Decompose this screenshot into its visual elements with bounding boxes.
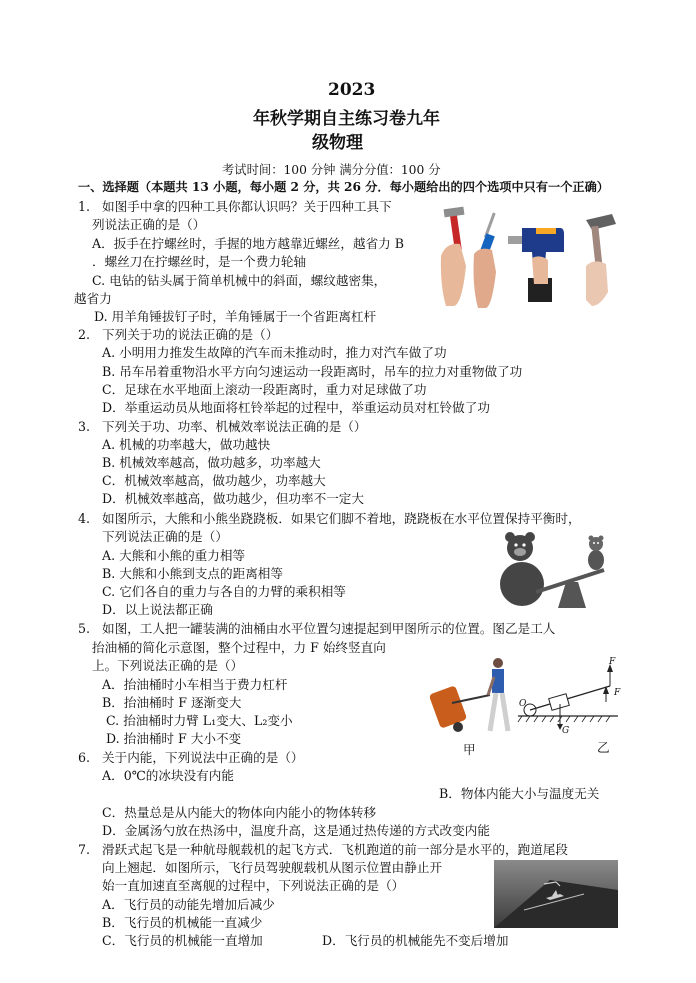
q5-option-b: B．抬油桶时 F 逐渐变大 [102, 695, 242, 710]
q7-stem-cont: 向上翘起．如图所示，飞行员驾驶舰载机从图示位置由静止开 [102, 860, 443, 875]
q6-option-d: D．金属汤勺放在热汤中，温度升高，这是通过热传递的方式改变内能 [102, 823, 490, 838]
force-label-F: F [609, 657, 616, 667]
q1-option-c: C. 电钻的钻头属于简单机械中的斜面，螺纹越密集， [92, 273, 387, 288]
q1-option-d: D. 用羊角锤拔钉子时，羊角锤属于一个省距离杠杆 [94, 309, 377, 324]
q3-stem: 下列关于功、功率、机械效率说法正确的是（） [102, 419, 367, 434]
q1-number: 1. [78, 199, 91, 214]
tools-figure [436, 206, 622, 310]
q4-option-b: B. 大熊和小熊到支点的距离相等 [102, 566, 283, 581]
q5-number: 5. [78, 621, 91, 636]
fig-label-jia: 甲 [463, 742, 476, 757]
drill-icon [508, 228, 564, 302]
small-bear-icon [588, 536, 604, 571]
gravity-label-G: G [562, 726, 570, 736]
q2-number: 2. [78, 327, 91, 342]
seesaw-figure [496, 530, 618, 612]
q4-option-d: D．以上说法都正确 [102, 602, 213, 617]
q7-option-a: A．飞行员的动能先增加后减少 [102, 897, 275, 912]
q4-stem-cont: 下列说法正确的是（） [102, 529, 228, 544]
q7-number: 7. [78, 842, 91, 857]
q2-option-b: B. 吊车吊着重物沿水平方向匀速运动一段距离时，吊车的拉力对重物做了功 [102, 364, 523, 379]
page-title-cont: 级物理 [312, 133, 363, 153]
q6-option-c: C．热量总是从内能大的物体向内能小的物体转移 [102, 805, 377, 820]
aircraft-carrier-photo [494, 860, 618, 928]
q5-option-c: C. 抬油桶时力臂 L₁变大、L₂变小 [106, 713, 293, 728]
section-heading: 一、选择题（本题共 13 小题，每小题 2 分，共 26 分．每小题给出的四个选项中只有一个正确） [78, 180, 609, 194]
screwdriver-icon [474, 213, 497, 308]
pivot-icon [558, 582, 586, 608]
q4-number: 4. [78, 511, 91, 526]
fig-label-yi: 乙 [597, 740, 610, 755]
q1-stem-cont: 列说法正确的是（） [92, 217, 206, 232]
big-bear-icon [500, 532, 544, 606]
q6-option-b: B．物体内能大小与温度无关 [439, 786, 600, 801]
q7-option-d: D．飞行员的机械能先不变后增加 [322, 933, 509, 948]
wrench-icon [441, 207, 466, 306]
q4-stem: 如图所示，大熊和小熊坐跷跷板．如果它们脚不着地，跷跷板在水平位置保持平衡时， [102, 511, 581, 526]
q3-number: 3. [78, 419, 91, 434]
q1-stem: 如图手中拿的四种工具你都认识吗？关于四种工具下 [102, 199, 392, 214]
worker-icon [488, 658, 508, 731]
q2-option-c: C．足球在水平地面上滚动一段距离时，重力对足球做了功 [102, 382, 427, 397]
q5-option-d: D. 抬油桶时 F 大小不变 [106, 731, 242, 746]
oil-drum-icon [429, 685, 468, 732]
q7-option-c: C．飞行员的机械能一直增加 [102, 933, 263, 948]
q3-option-a: A. 机械的功率越大，做功越快 [102, 437, 271, 452]
q2-option-d: D．举重运动员从地面将杠铃举起的过程中，举重运动员对杠铃做了功 [102, 400, 490, 415]
q3-option-c: C．机械效率越高，做功越少，功率越大 [102, 473, 326, 488]
q1-option-c-cont: 越省力 [74, 291, 112, 306]
q7-option-b: B．飞行员的机械能一直减少 [102, 915, 263, 930]
q2-option-a: A. 小明用力推发生故障的汽车而未推动时，推力对汽车做了功 [102, 345, 447, 360]
hammer-icon [586, 214, 616, 306]
q1-option-b: ．螺丝刀在拧螺丝时，是一个费力轮轴 [92, 254, 307, 269]
q6-number: 6. [78, 750, 91, 765]
q7-stem: 滑跃式起飞是一种航母舰载机的起飞方式．飞机跑道的前一部分是水平的，跑道尾段 [102, 842, 568, 857]
q1-option-a: A．扳手在拧螺丝时，手握的地方越靠近螺丝，越省力 B [92, 236, 405, 251]
year: 2023 [328, 80, 376, 100]
q4-option-c: C. 它们各自的重力与各自的力臂的乘积相等 [102, 584, 346, 599]
q3-option-d: D．机械效率越高，做功越少，但功率不一定大 [102, 491, 364, 506]
q5-option-a: A．抬油桶时小车相当于费力杠杆 [102, 677, 288, 692]
q2-stem: 下列关于功的说法正确的是（） [102, 327, 279, 342]
pivot-label-O: O [519, 699, 527, 709]
q5-stem-cont: 抬油桶的简化示意图，整个过程中，力 F 始终竖直向 [92, 640, 386, 655]
q4-option-a: A. 大熊和小熊的重力相等 [102, 548, 246, 563]
oil-drum-figure-jia [428, 655, 518, 737]
q5-stem: 如图，工人把一罐装满的油桶由水平位置匀速提起到甲图所示的位置。图乙是工人 [102, 621, 556, 636]
q5-stem-cont2: 上。下列说法正确的是（） [92, 658, 244, 673]
exam-info: 考试时间：100 分钟 满分分值：100 分 [222, 163, 441, 177]
q6-option-a: A．0℃的冰块没有内能 [102, 768, 234, 783]
force-label-F2: F [614, 688, 621, 698]
page-title: 年秋学期自主练习卷九年 [253, 109, 440, 129]
q6-stem: 关于内能，下列说法中正确的是（） [102, 750, 304, 765]
q7-stem-cont2: 始一直加速直至离舰的过程中，下列说法正确的是（） [102, 878, 405, 893]
q3-option-b: B. 机械效率越高，做功越多，功率越大 [102, 455, 321, 470]
